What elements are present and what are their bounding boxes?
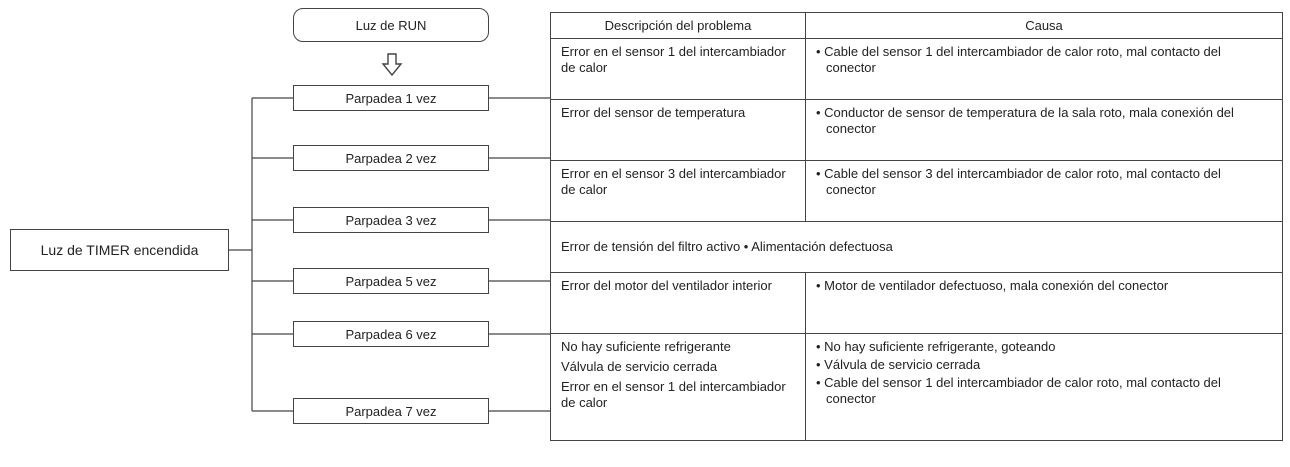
table-row xyxy=(551,334,1283,441)
cause-cell xyxy=(806,39,1283,100)
description-text: Válvula de servicio cerrada xyxy=(561,359,718,374)
problem-cause-table xyxy=(550,12,1283,441)
cause-text: • Motor de ventilador defectuoso, mala conexión del conector xyxy=(816,278,1274,294)
cause-text: • Conductor de sensor de temperatura de la sala roto, mala conexión del conector xyxy=(816,105,1274,137)
table-row xyxy=(551,161,1283,222)
blink-box-6 xyxy=(293,321,489,347)
description-text: Error en el sensor 1 del intercambiador de calor xyxy=(561,379,786,410)
description-text: Error del sensor de temperatura xyxy=(561,105,746,120)
blink-box-2 xyxy=(293,145,489,171)
timer-light-label: Luz de TIMER encendida xyxy=(40,242,199,258)
description-cell xyxy=(551,39,806,100)
table-row xyxy=(551,100,1283,161)
blink-label: Parpadea 3 vez xyxy=(345,212,437,228)
cause-text: • Cable del sensor 1 del intercambiador de calor roto, mal contacto del conector xyxy=(816,44,1274,76)
cause-cell xyxy=(806,100,1283,161)
table-header-row xyxy=(551,13,1283,39)
description-cell xyxy=(551,334,806,441)
run-light-label: Luz de RUN xyxy=(355,17,427,33)
description-text: No hay suficiente refrigerante xyxy=(561,339,731,354)
description-cell xyxy=(551,273,806,334)
cause-text: • Cable del sensor 3 del intercambiador de calor roto, mal contacto del conector xyxy=(816,166,1274,198)
table-row xyxy=(551,222,1283,273)
merged-text: Error de tensión del filtro activo • Alimentación defectuosa xyxy=(561,239,893,254)
cause-text: • No hay suficiente refrigerante, goteando xyxy=(816,339,1274,355)
blink-label: Parpadea 5 vez xyxy=(345,273,437,289)
header-description: Descripción del problema xyxy=(551,13,806,39)
description-text: Error en el sensor 1 del intercambiador de calor xyxy=(561,44,786,75)
description-cell xyxy=(551,161,806,222)
header-cause: Causa xyxy=(806,13,1283,39)
description-text: Error del motor del ventilador interior xyxy=(561,278,772,293)
cause-text: • Cable del sensor 1 del intercambiador de calor roto, mal contacto del conector xyxy=(816,375,1274,407)
blink-label: Parpadea 7 vez xyxy=(345,403,437,419)
cause-cell xyxy=(806,334,1283,441)
description-text: Error en el sensor 3 del intercambiador de calor xyxy=(561,166,786,197)
blink-box-7 xyxy=(293,398,489,424)
table-row xyxy=(551,273,1283,334)
down-arrow-icon xyxy=(380,52,404,78)
blink-box-1 xyxy=(293,85,489,111)
blink-box-3 xyxy=(293,207,489,233)
cause-text: • Válvula de servicio cerrada xyxy=(816,357,1274,373)
table-row xyxy=(551,39,1283,100)
timer-light-box xyxy=(10,229,229,271)
blink-label: Parpadea 1 vez xyxy=(345,90,437,106)
blink-box-5 xyxy=(293,268,489,294)
merged-cell xyxy=(551,222,1283,273)
blink-label: Parpadea 2 vez xyxy=(345,150,437,166)
run-light-box xyxy=(293,8,489,42)
description-cell xyxy=(551,100,806,161)
cause-cell xyxy=(806,273,1283,334)
cause-cell xyxy=(806,161,1283,222)
blink-label: Parpadea 6 vez xyxy=(345,326,437,342)
